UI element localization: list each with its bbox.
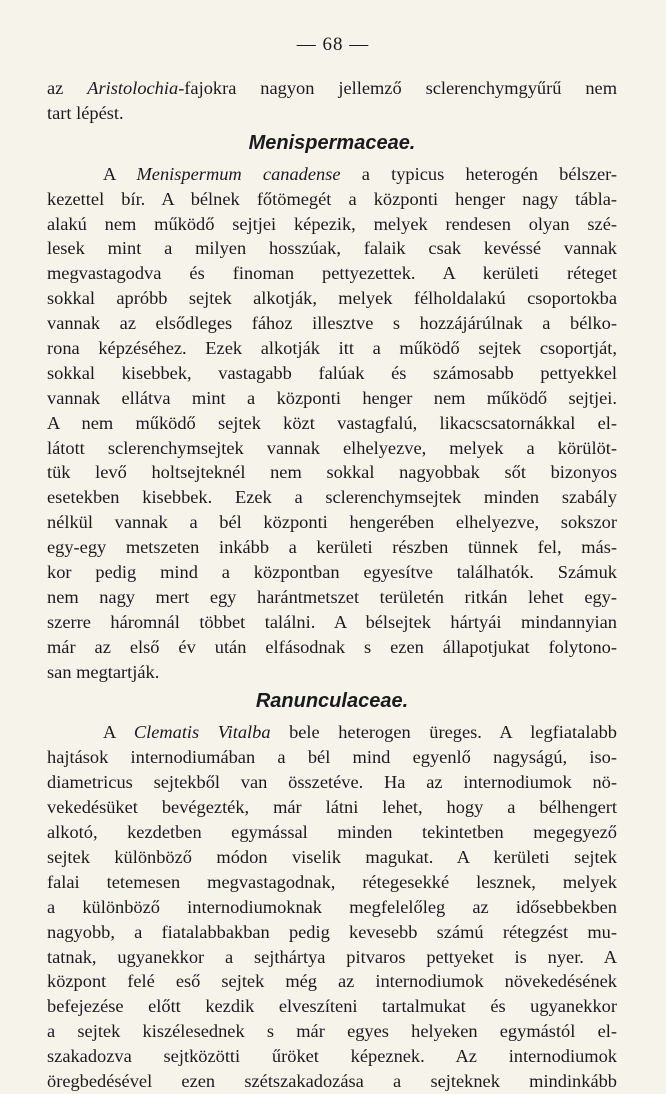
text-line: nem nagy mert egy harántmetszet területén ritkán lehet egy- <box>47 586 617 607</box>
page-number: — 68 — <box>296 34 370 55</box>
text-line: alkotó, kezdetben egymással minden tekintetben megegyező <box>47 822 617 843</box>
text-line: san megtartják. <box>47 661 160 682</box>
text-line: megvastagodva és finoman pettyezettek. A kerületi réteget <box>47 263 617 284</box>
text-line: falai tetemesen megvastagodnak, rétegesekké lesznek, melyek <box>47 871 617 892</box>
text-line: vannak ellátva mint a központi henger nem működő sejtjei. <box>47 387 617 408</box>
text-line: nélkül vannak a bél központi hengerében elhelyezve, sokszor <box>47 512 617 533</box>
text-line: központ felé eső sejtek még az internodiumok növekedésének <box>47 971 617 992</box>
text-run: bele heterogen üreges. A legfiatalabb <box>270 722 617 743</box>
text-line: a sejtek kiszélesednek s már egyes helyeken egymástól el- <box>47 1021 617 1042</box>
text-line: kor pedig mind a központban egyesítve találhatók. Számuk <box>47 562 617 583</box>
text-line: a különböző internodiumoknak megfelelőleg az idősebbekben <box>47 896 617 917</box>
text-run: az <box>47 78 88 98</box>
text-line: lesek mint a milyen hosszúak, falaik csak kevéssé vannak <box>47 238 617 259</box>
text-line <box>47 720 617 745</box>
text-line: alakú nem működő sejtjei képezik, melyek rendesen olyan szé- <box>47 213 617 234</box>
text-line: sejtek különböző módon viselik magukat. A kerületi sejtek <box>47 846 617 867</box>
text-line: tart lépést. <box>47 102 124 123</box>
text-run: a typicus heterogén bélszer- <box>340 163 618 184</box>
text-line <box>47 76 617 101</box>
text-line: rona képzéséhez. Ezek alkotják itt a működő sejtek csoportját, <box>47 338 617 359</box>
taxon-name: Menispermum canadense <box>136 163 341 184</box>
section-heading: Menispermaceae. <box>248 131 416 154</box>
text-run: A <box>103 722 134 743</box>
taxon-name: Aristolochia <box>87 78 179 98</box>
section-heading: Ranunculaceae. <box>255 690 409 713</box>
section-paragraph <box>47 187 617 685</box>
text-line <box>47 162 617 187</box>
text-line: diametricus sejtekből van összetéve. Ha az internodiumok nö- <box>47 772 617 793</box>
text-line: befejezése előtt kezdik elveszíteni tartalmukat és ugyanekkor <box>47 996 617 1017</box>
text-line: szerre háromnál többet találni. A bélsejtek hártyái mindannyian <box>47 611 617 632</box>
text-run: A <box>103 163 137 184</box>
text-line: sokkal apróbb sejtek alkotják, melyek félholdalakú csoportokba <box>47 288 617 309</box>
text-line: látott sclerenchymsejtek vannak elhelyezve, melyek a körülöt- <box>47 437 617 458</box>
text-line: tatnak, ugyanekkor a sejthártya pitvaros pettyeket is nyer. A <box>47 946 617 967</box>
text-line: esetekben kisebbek. Ezek a sclerenchymsejtek minden szabály <box>47 487 617 508</box>
text-line: öregbedésével ezen szétszakadozása a sejteknek mindinkább <box>47 1070 617 1091</box>
text-line: nagyobb, a fiatalabbakban pedig kevesebb számú rétegzést mu- <box>47 921 617 942</box>
text-line: A nem működő sejtek közt vastagfalú, likacscsatornákkal el- <box>47 412 617 433</box>
text-line: vannak az elsődleges fához illesztve s hozzájárúlnak a bélko- <box>47 313 617 334</box>
text-line: már az első év után elfásodnak s ezen állapotjukat folytono- <box>47 636 617 657</box>
text-line: hajtások internodiumában a bél mind egyenlő nagyságú, iso- <box>47 747 617 768</box>
text-line: tük levő holtsejteknél nem sokkal nagyobbak sőt bizonyos <box>47 462 617 483</box>
taxon-name: Clematis Vitalba <box>133 722 271 743</box>
body-text <box>47 76 617 1094</box>
text-run: -fajokra nagyon jellemző sclerenchymgyűrű nem <box>178 78 617 98</box>
text-line: szakadozva sejtközötti űröket képeznek. Az internodiumok <box>47 1046 617 1067</box>
text-line: egy-egy metszeten inkább a kerületi részben tünnek fel, más- <box>47 537 617 558</box>
text-line: kezettel bír. A bélnek főtömegét a központi henger nagy tábla- <box>47 188 617 209</box>
section-paragraph <box>47 745 617 1093</box>
text-line: sokkal kisebbek, vastagabb falúak és számosabb pettyekkel <box>47 362 617 383</box>
text-line: vekedésüket bevégezték, már látni lehet, hogy a bélhengert <box>47 797 617 818</box>
